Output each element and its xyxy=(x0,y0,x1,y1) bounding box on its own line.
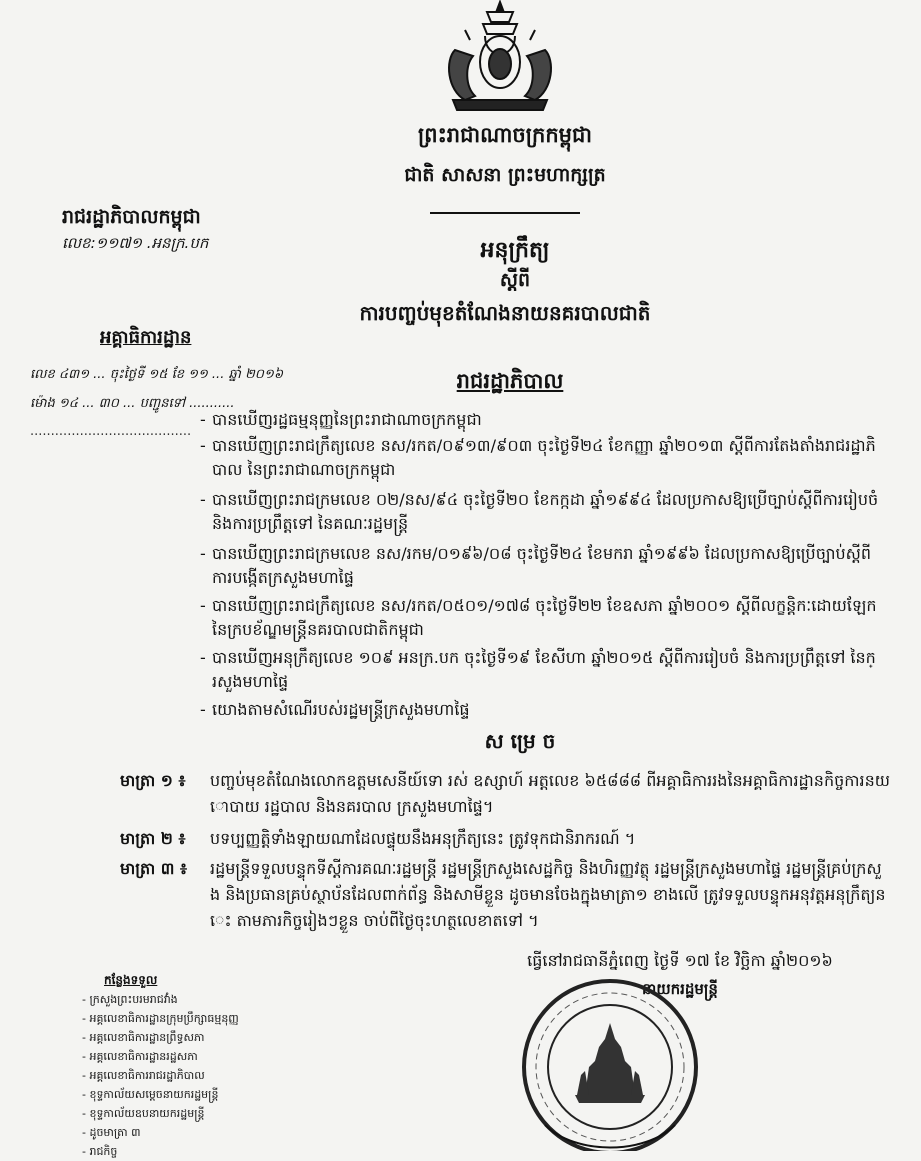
issuing-government: រាជរដ្ឋាភិបាលកម្ពុជា xyxy=(62,206,201,228)
preamble-text: បានឃើញអនុក្រឹត្យលេខ ១០៩ អនក្រ.បក ចុះថ្ងៃទី១៩ ខែសីហា ឆ្នាំ២០១៥ ស្តីពីការរៀបចំ និងការប្រព្រឹត្តទៅ នៃក្រសួងមហាផ្ទៃ xyxy=(212,648,876,691)
preamble-text: បានឃើញព្រះរាជក្រឹត្យលេខ នស/រកត/០៥០១/១៧៨ ចុះថ្ងៃទី២២ ខែឧសភា ឆ្នាំ២០០១ ស្តីពីលក្ខន្តិកៈដោយឡែក នៃក្របខ័ណ្ឌមន្ត្រីនគរបាលជាតិកម្ពុជា xyxy=(212,596,877,639)
recipient-item: - អគ្គលេខាធិការដ្ឋានរដ្ឋសភា xyxy=(82,1050,198,1063)
document-number: លេខ:១១៧១ .អនក្រ.បក xyxy=(62,234,209,252)
preamble-item: - បានឃើញព្រះរាជក្រមលេខ នស/រកម/០១៩៦/០៨ ចុះថ្ងៃទី២៤ ខែមករា ឆ្នាំ១៩៩៦ ដែលប្រកាសឱ្យប្រើច្បាប់ស្តីពីការបង្កើតក្រសួងមហាផ្ទៃ xyxy=(200,542,880,590)
royal-coat-of-arms-icon xyxy=(425,0,575,112)
registry-time-line: ម៉ោង ១៤ ... ៣០ ... បញ្ជូនទៅ ........... xyxy=(30,396,235,411)
preamble-text: យោងតាមសំណើរបស់រដ្ឋមន្ត្រីក្រសួងមហាផ្ទៃ xyxy=(212,700,470,719)
preamble-item: - បានឃើញរដ្ឋធម្មនុញ្ញនៃព្រះរាជាណាចក្រកម្ពុជា xyxy=(200,408,880,432)
article-2 xyxy=(120,826,890,852)
preamble-item: - យោងតាមសំណើរបស់រដ្ឋមន្ត្រីក្រសួងមហាផ្ទៃ xyxy=(200,698,880,722)
signatory-title: នាយករដ្ឋមន្ត្រី xyxy=(642,980,718,998)
preamble-text: បានឃើញព្រះរាជក្រឹត្យលេខ នស/រកត/០៩១៣/៩០៣ ចុះថ្ងៃទី២៤ ខែកញ្ញា ឆ្នាំ២០១៣ ស្តីពីការតែងតាំងរាជរដ្ឋាភិបាល នៃព្រះរាជាណាចក្រកម្ពុជា xyxy=(212,436,876,479)
motto-divider xyxy=(430,212,580,214)
preamble-item: - បានឃើញព្រះរាជក្រឹត្យលេខ នស/រកត/០៩១៣/៩០៣ ចុះថ្ងៃទី២៤ ខែកញ្ញា ឆ្នាំ២០១៣ ស្តីពីការតែងតាំងរាជរដ្ឋាភិបាល នៃព្រះរាជាណាចក្រកម្ពុជា xyxy=(200,434,880,482)
article-label: មាត្រា ២ ៖ xyxy=(120,829,186,848)
recipient-list xyxy=(82,990,239,1161)
recipient-item: - រាជកិច្ច xyxy=(82,1145,118,1158)
registry-blank-line: ....................................... xyxy=(30,424,192,439)
recipient-item: - អគ្គលេខាធិការដ្ឋានព្រឹទ្ធសភា xyxy=(82,1031,205,1044)
preamble-text: បានឃើញរដ្ឋធម្មនុញ្ញនៃព្រះរាជាណាចក្រកម្ពុជា xyxy=(212,410,482,429)
preamble-text: បានឃើញព្រះរាជក្រមលេខ នស/រកម/០១៩៦/០៨ ចុះថ្ងៃទី២៤ ខែមករា ឆ្នាំ១៩៩៦ ដែលប្រកាសឱ្យប្រើច្បាប់ស្តីពីការបង្កើតក្រសួងមហាផ្ទៃ xyxy=(212,544,872,587)
recipient-item: - ក្រសួងព្រះបរមរាជវាំង xyxy=(82,993,178,1006)
recipient-item: - អគ្គលេខាធិការដ្ឋានក្រុមប្រឹក្សាធម្មនុញ្ញ xyxy=(82,1012,239,1025)
preamble-item: - បានឃើញព្រះរាជក្រមលេខ ០២/នស/៩៤ ចុះថ្ងៃទី២០ ខែកក្កដា ឆ្នាំ១៩៩៤ ដែលប្រកាសឱ្យប្រើច្បាប់ស្តីពីការរៀបចំ និងការប្រព្រឹត្តទៅ នៃគណៈរដ្ឋមន្ត្រី xyxy=(200,488,880,536)
registry-office-label: អគ្គាធិការដ្ឋាន xyxy=(100,327,192,348)
article-text: រដ្ឋមន្ត្រីទទួលបន្ទុកទីស្តីការគណៈរដ្ឋមន្ត្រី រដ្ឋមន្ត្រីក្រសួងសេដ្ឋកិច្ច និងហិរញ្ញវត្ថុ រដ្ឋមន្ត្រីក្រសួងមហាផ្ទៃ រដ្ឋមន្ត្រីគ្រប់ក្រសួង និងប្រធានគ្រប់ស្ថាប័នដែលពាក់ព័ន្ធ និងសាមីខ្លួន ដូចមានចែងក្នុងមាត្រា១ ខាងលើ ត្រូវទទួលបន្ទុកអនុវត្តអនុក្រឹត្យនេះ តាមភារកិច្ចរៀងៗខ្លួន ចាប់ពីថ្ងៃចុះហត្ថលេខាតទៅ ។ xyxy=(210,859,886,930)
article-1 xyxy=(120,768,890,820)
preamble-item: - បានឃើញអនុក្រឹត្យលេខ ១០៩ អនក្រ.បក ចុះថ្ងៃទី១៩ ខែសីហា ឆ្នាំ២០១៥ ស្តីពីការរៀបចំ និងការប្រព្រឹត្តទៅ នៃក្រសួងមហាផ្ទៃ xyxy=(200,646,880,694)
registry-entry-line: លេខ ៤៣១ ... ចុះថ្ងៃទី ១៥ ខែ ១១ ... ឆ្នាំ ២០១៦ xyxy=(30,367,284,382)
recipients-heading: កន្លែងទទួល xyxy=(104,973,158,987)
national-motto: ជាតិ សាសនា ព្រះមហាក្សត្រ xyxy=(404,164,606,186)
preamble-item: - បានឃើញព្រះរាជក្រឹត្យលេខ នស/រកត/០៥០១/១៧៨ ចុះថ្ងៃទី២២ ខែឧសភា ឆ្នាំ២០០១ ស្តីពីលក្ខន្តិកៈដោយឡែក នៃក្របខ័ណ្ឌមន្ត្រីនគរបាលជាតិកម្ពុជា xyxy=(200,594,880,642)
government-section-heading: រាជរដ្ឋាភិបាល xyxy=(456,369,564,393)
recipient-item: - ខុទ្ទកាល័យសម្តេចនាយករដ្ឋមន្ត្រី xyxy=(82,1088,219,1101)
recipient-item: - អគ្គលេខាធិការរាជរដ្ឋាភិបាល xyxy=(82,1069,205,1082)
recipient-item: - ដូចមាត្រា ៣ xyxy=(82,1126,141,1139)
about-label: ស្តីពី xyxy=(499,269,531,291)
document-subject: ការបញ្ចប់មុខតំណែងនាយនគរបាលជាតិ xyxy=(359,301,651,325)
article-3 xyxy=(120,856,890,934)
official-seal-icon xyxy=(515,975,705,1151)
article-text: បញ្ចប់មុខតំណែងលោកឧត្តមសេនីយ៍ទោ រស់ ឧស្សាហ៍ អត្តលេខ ៦៥៨៨៨ ពីអគ្គាធិការរងនៃអគ្គាធិការដ្ឋានកិច្ចការនយោបាយ រដ្ឋបាល និងនគរបាល ក្រសួងមហាផ្ទៃ។ xyxy=(210,771,890,816)
recipient-item: - ខុទ្ទកាល័យឧបនាយករដ្ឋមន្ត្រី xyxy=(82,1107,205,1120)
document-type: អនុក្រឹត្យ xyxy=(480,238,550,263)
article-label: មាត្រា ៣ ៖ xyxy=(120,859,188,878)
decision-heading: ស ម្រេ ច xyxy=(484,729,556,753)
preamble-text: បានឃើញព្រះរាជក្រមលេខ ០២/នស/៩៤ ចុះថ្ងៃទី២០ ខែកក្កដា ឆ្នាំ១៩៩៤ ដែលប្រកាសឱ្យប្រើច្បាប់ស្តីពីការរៀបចំ និងការប្រព្រឹត្តទៅ នៃគណៈរដ្ឋមន្ត្រី xyxy=(212,490,879,533)
kingdom-heading: ព្រះរាជាណាចក្រកម្ពុជា xyxy=(417,123,592,147)
signing-date-line: ធ្វើនៅរាជធានីភ្នំពេញ ថ្ងៃទី ១៧ ខែ វិច្ឆិកា ឆ្នាំ២០១៦ xyxy=(527,951,833,970)
article-label: មាត្រា ១ ៖ xyxy=(120,771,186,790)
article-text: បទប្បញ្ញត្តិទាំងឡាយណាដែលផ្ទុយនឹងអនុក្រឹត្យនេះ ត្រូវទុកជានិរាករណ៍ ។ xyxy=(210,829,636,848)
